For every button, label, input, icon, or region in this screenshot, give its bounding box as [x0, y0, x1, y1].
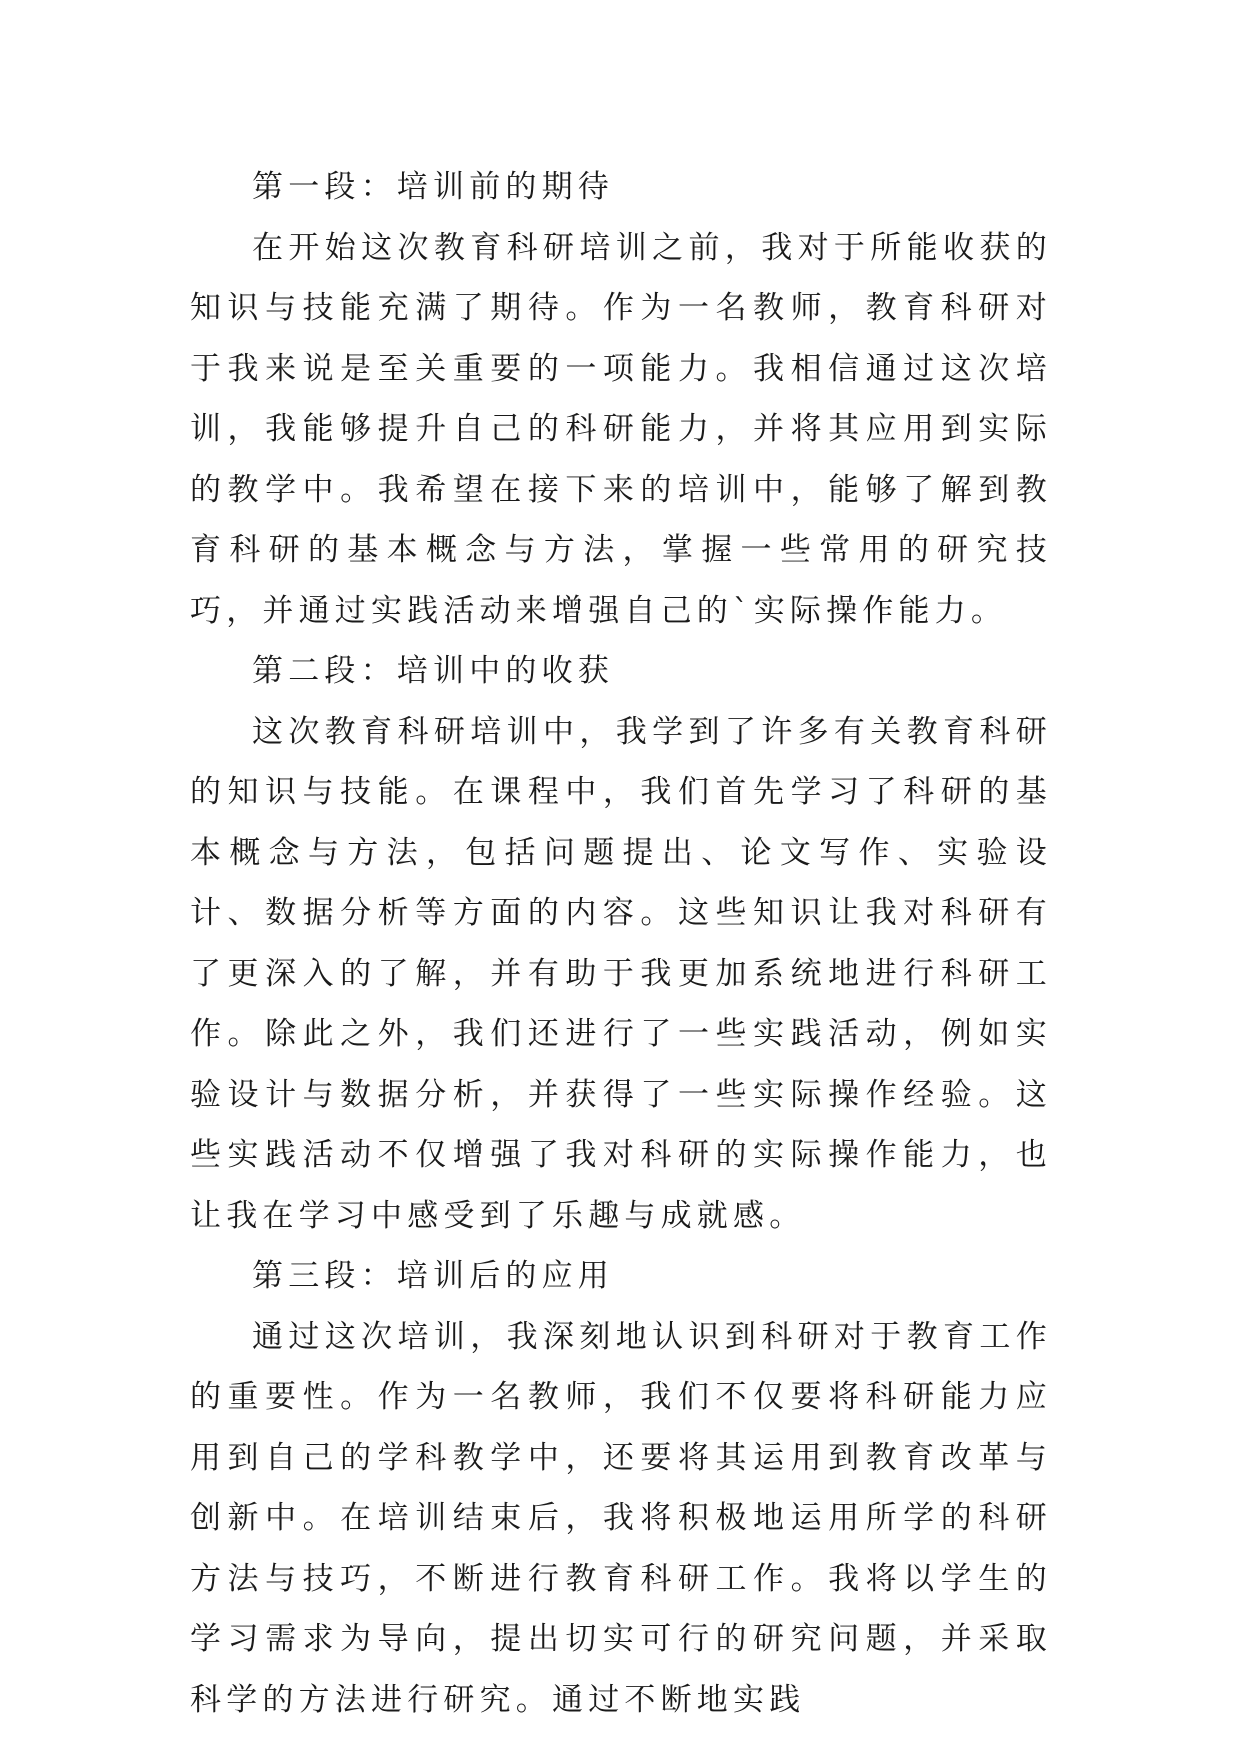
section-paragraph-3: 通过这次培训，我深刻地认识到科研对于教育工作的重要性。作为一名教师，我们不仅要将科研能力应用到自己的学科教学中，还要将其运用到教育改革与创新中。在培训结束后，我将积极地运用所学的科研方法与技巧，不断进行教育科研工作。我将以学生的学习需求为导向，提出切实可行的研究问题，并采取科学的方法进行研究。通过不断地实践 [190, 1318, 1052, 1718]
section-paragraph-2: 这次教育科研培训中，我学到了许多有关教育科研的知识与技能。在课程中，我们首先学习了科研的基本概念与方法，包括问题提出、论文写作、实验设计、数据分析等方面的内容。这些知识让我对科研有了更深入的了解，并有助于我更加系统地进行科研工作。除此之外，我们还进行了一些实践活动，例如实验设计与数据分析，并获得了一些实际操作经验。这些实践活动不仅增强了我对科研的实际操作能力，也让我在学习中感受到了乐趣与成就感。 [190, 713, 1052, 1234]
section-heading-1: 第一段：培训前的期待 [252, 169, 614, 205]
section-heading-2: 第二段：培训中的收获 [252, 653, 614, 689]
section-heading-3: 第三段：培训后的应用 [252, 1258, 614, 1294]
document-body [190, 157, 1052, 1730]
section-paragraph-1: 在开始这次教育科研培训之前，我对于所能收获的知识与技能充满了期待。作为一名教师，教育科研对于我来说是至关重要的一项能力。我相信通过这次培训，我能够提升自己的科研能力，并将其应用到实际的教学中。我希望在接下来的培训中，能够了解到教育科研的基本概念与方法，掌握一些常用的研究技巧，并通过实践活动来增强自己的`实际操作能力。 [190, 229, 1052, 629]
